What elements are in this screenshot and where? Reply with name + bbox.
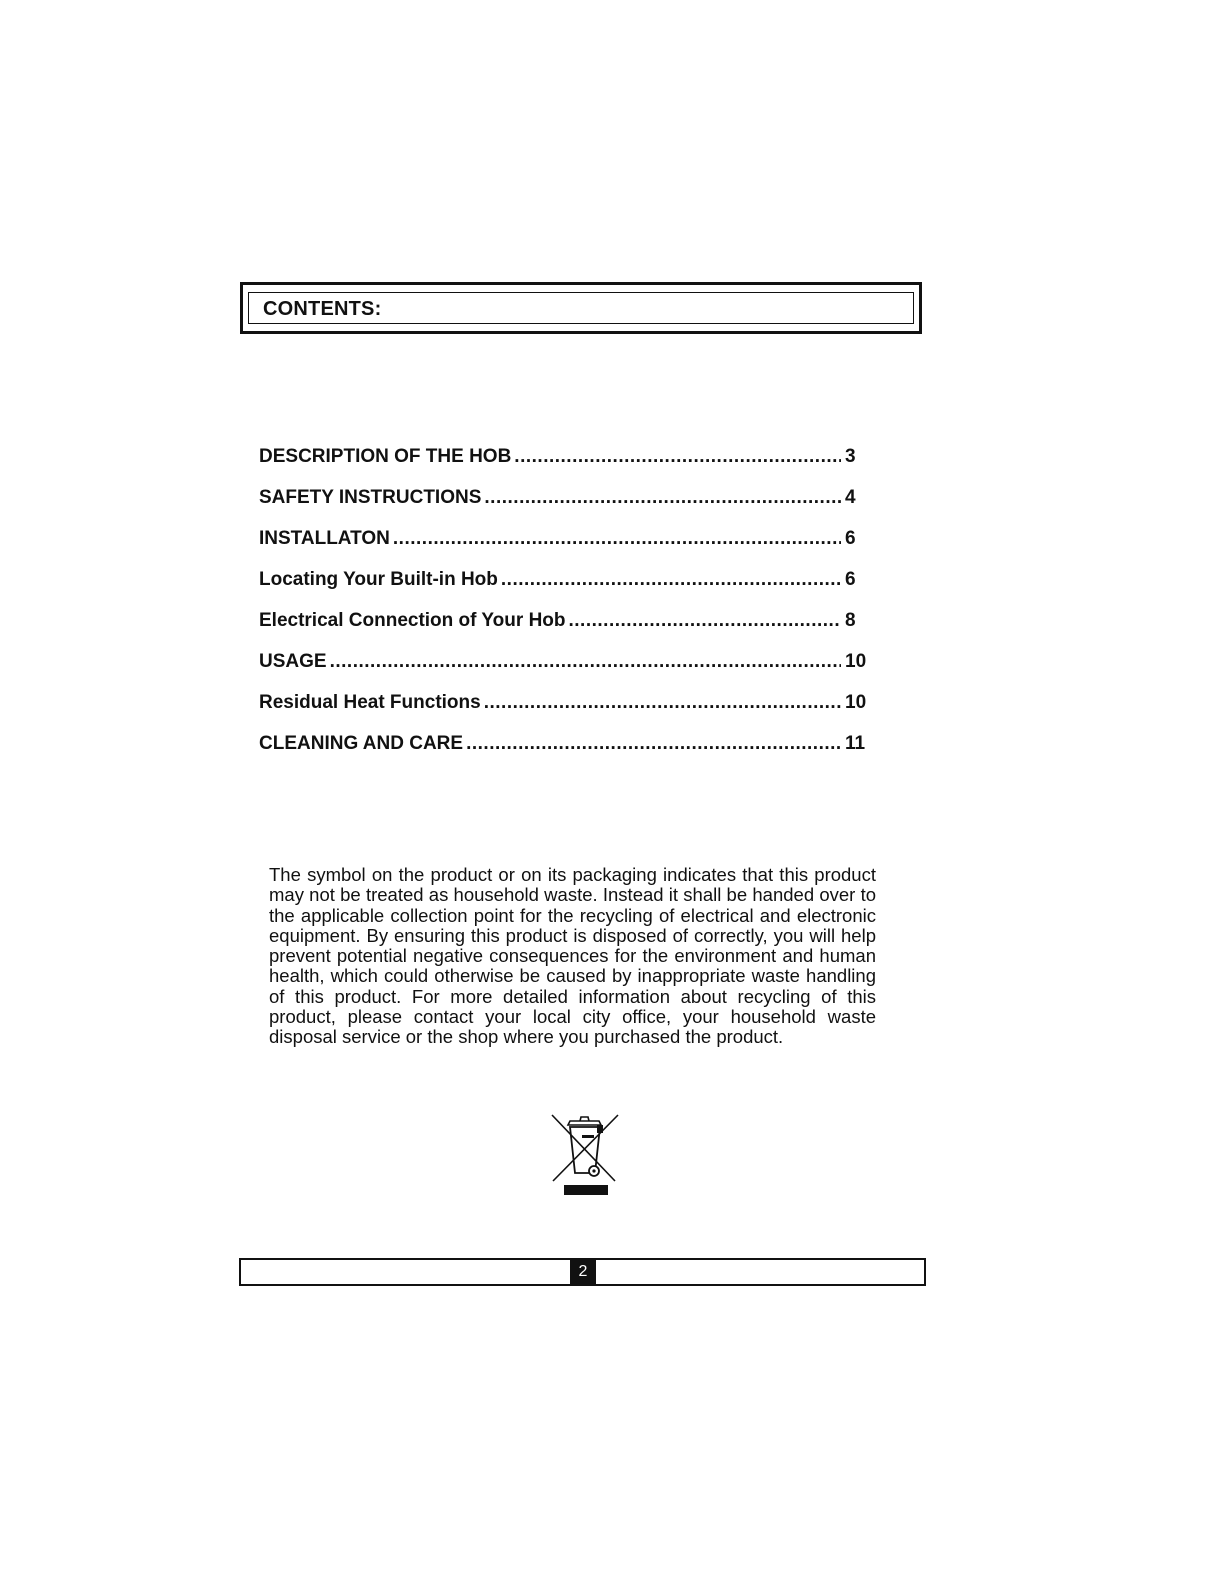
toc-entry-label: INSTALLATON <box>259 528 390 549</box>
toc-entry-label: USAGE <box>259 651 327 672</box>
weee-disposal-notice: The symbol on the product or on its packaging indicates that this product may not be treated as household waste. Instead it shall be handed over to the applicable collection point for the recycling of electrical and electronic equipment. By ensuring this product is disposed of correctly, you will help prevent potential negative consequences for the environment and human health, which could otherwise be caused by inappropriate waste handling of this product. For more detailed information about recycling of this product, please contact your local city office, your household waste disposal service or the shop where you purchased the product. <box>269 864 876 1048</box>
toc-dot-leader <box>484 692 841 714</box>
toc-entry-page: 4 <box>845 487 856 508</box>
toc-dot-leader <box>501 569 841 591</box>
toc-entry-label: Residual Heat Functions <box>259 692 481 713</box>
table-of-contents <box>259 446 871 774</box>
toc-entry <box>259 692 871 733</box>
toc-entry-label: SAFETY INSTRUCTIONS <box>259 487 482 508</box>
toc-entry <box>259 569 871 610</box>
toc-entry <box>259 610 871 651</box>
toc-entry-label: Electrical Connection of Your Hob <box>259 610 566 631</box>
toc-entry-page: 3 <box>845 446 856 467</box>
contents-header <box>240 282 922 334</box>
toc-dot-leader <box>393 528 841 550</box>
toc-entry-label: CLEANING AND CARE <box>259 733 464 754</box>
toc-entry <box>259 733 871 774</box>
toc-entry-page: 8 <box>845 610 856 631</box>
toc-entry-page: 6 <box>845 569 856 590</box>
page-number: 2 <box>570 1260 596 1284</box>
toc-entry-label: DESCRIPTION OF THE HOB <box>259 446 512 467</box>
toc-entry <box>259 528 871 569</box>
toc-entry <box>259 487 871 528</box>
toc-entry-page: 10 <box>845 692 867 713</box>
toc-entry-page: 11 <box>845 733 866 754</box>
toc-dot-leader <box>569 610 842 632</box>
toc-entry-page: 6 <box>845 528 856 549</box>
toc-dot-leader <box>514 446 841 468</box>
contents-title: CONTENTS: <box>263 298 382 320</box>
toc-dot-leader <box>466 733 841 755</box>
contents-header-inner-frame <box>248 292 914 324</box>
toc-entry <box>259 446 871 487</box>
toc-dot-leader <box>330 651 841 673</box>
toc-entry-page: 10 <box>845 651 867 672</box>
toc-entry <box>259 651 871 692</box>
toc-dot-leader <box>484 487 841 509</box>
crossed-out-wheelie-bin-icon <box>549 1111 621 1197</box>
toc-entry-label: Locating Your Built-in Hob <box>259 569 498 590</box>
footer-bar <box>239 1258 926 1286</box>
